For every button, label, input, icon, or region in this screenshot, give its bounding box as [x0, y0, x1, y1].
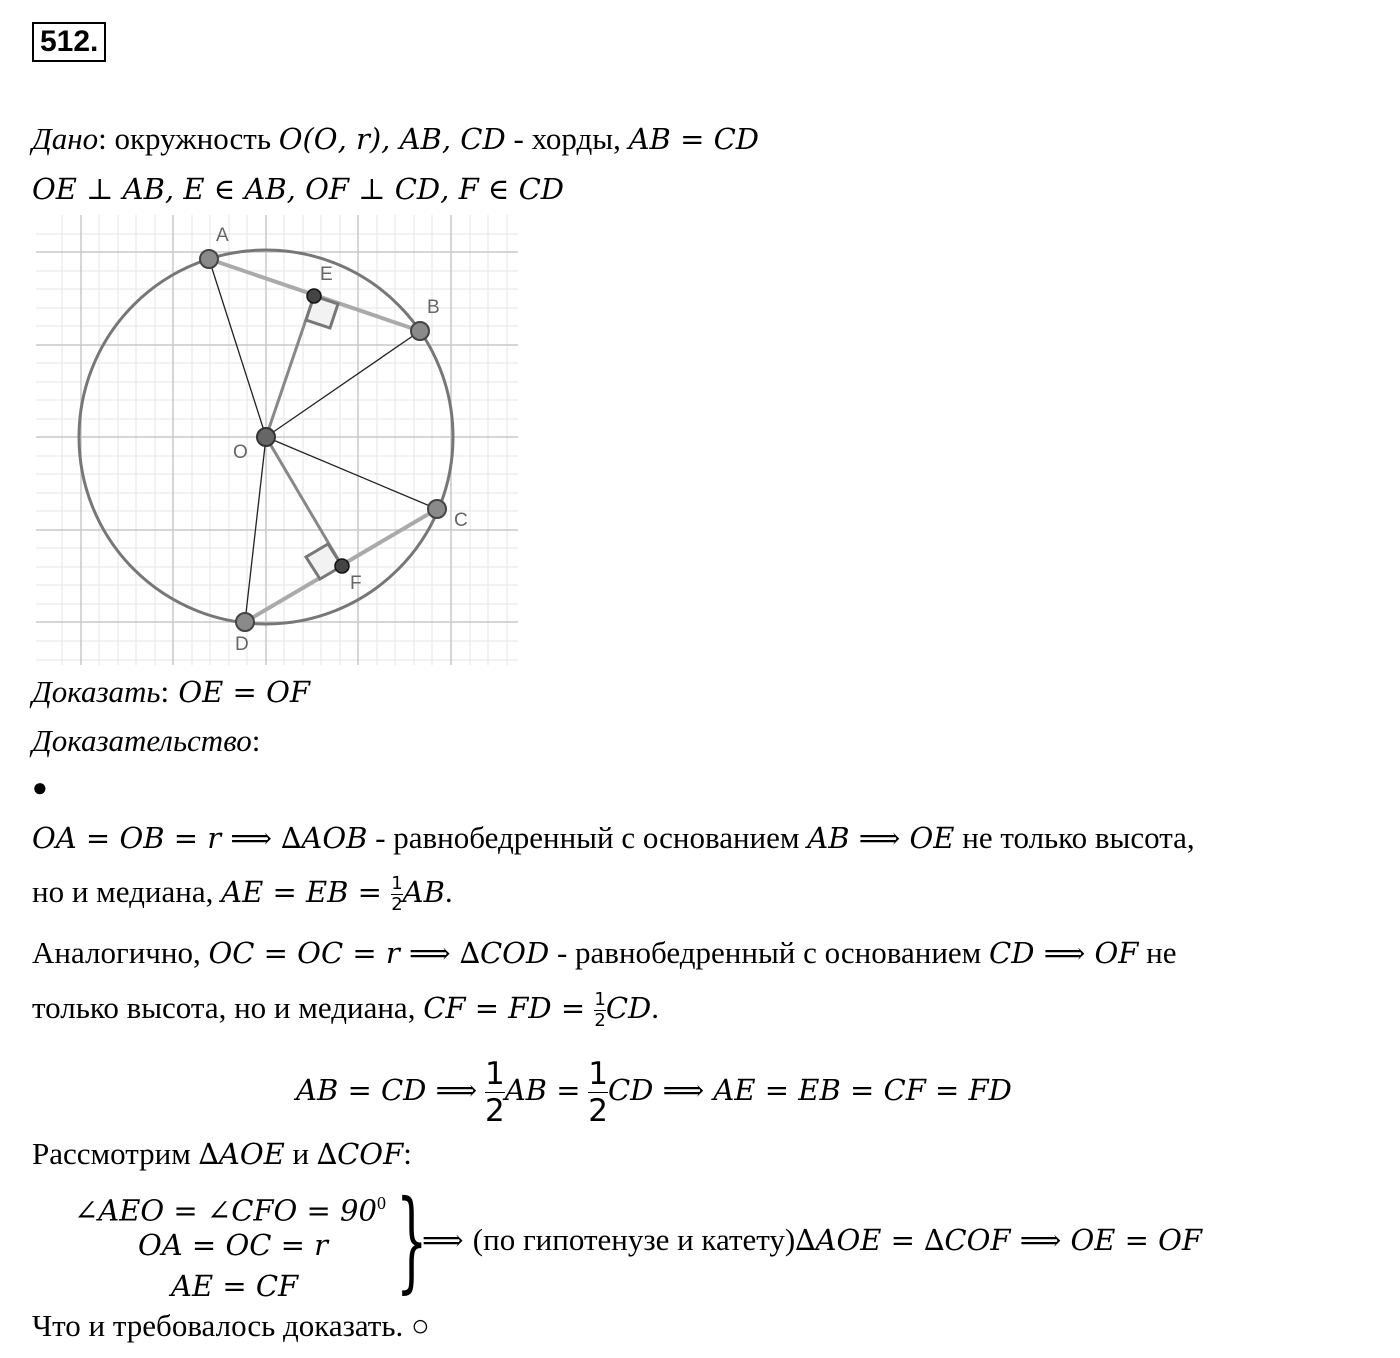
system-line-1: [74, 1184, 386, 1229]
proof-text-3: но и медиана,: [32, 874, 222, 909]
proof-text-2: не только высота,: [954, 820, 1195, 855]
conclusion-math: ∆𝐴𝑂𝐸 = ∆𝐶𝑂𝐹 ⟹ 𝑂𝐸 = 𝑂𝐹: [795, 1223, 1203, 1257]
system-math-2: 𝑂𝐴 = 𝑂𝐶 = 𝑟: [138, 1228, 329, 1262]
equation-fraction-1: [485, 1056, 505, 1129]
conclusion-arrow: ⟹: [422, 1223, 473, 1257]
fraction-numerator: 1: [391, 873, 403, 895]
given-text: окружность: [106, 121, 279, 156]
proof-line-2: [32, 873, 453, 915]
point-b: [411, 322, 429, 340]
consider-and: и: [284, 1136, 317, 1171]
proof-text-1: - равнобедренный с основанием: [367, 820, 808, 855]
equation-fraction-2-den: 2: [588, 1093, 608, 1130]
equation-math-2: 𝐴𝐵 =: [504, 1073, 581, 1107]
proof-line-4: [32, 989, 659, 1031]
conclusion-line: [422, 1221, 1202, 1259]
fraction-half-2: [594, 990, 605, 1031]
point-c: [428, 500, 446, 518]
proof-math-6: 𝐶𝐷 ⟹ 𝑂𝐹: [989, 936, 1139, 970]
equation-fraction-2: [588, 1056, 608, 1129]
qed-line: Что и требовалось доказать. ○: [32, 1308, 430, 1343]
equation-math-3: 𝐶𝐷 ⟹ 𝐴𝐸 = 𝐸𝐵 = 𝐶𝐹 = 𝐹𝐷: [607, 1073, 1012, 1107]
point-f: [335, 559, 349, 573]
proof-colon: :: [251, 723, 261, 758]
given-line-1: [32, 120, 759, 158]
point-o: [257, 428, 275, 446]
equation-fraction-2-num: 1: [588, 1056, 608, 1093]
system-brace: }: [396, 1176, 428, 1304]
prove-line: [32, 673, 310, 711]
point-d: [236, 613, 254, 631]
system-line-3: [171, 1267, 298, 1305]
prove-colon: :: [160, 674, 170, 709]
label-c: C: [454, 510, 468, 531]
consider-colon: :: [403, 1136, 412, 1171]
given-text-2: - хорды,: [505, 121, 629, 156]
proof-text-6: не: [1138, 935, 1177, 970]
given-label: Дано: [32, 121, 99, 156]
consider-line: [32, 1135, 412, 1173]
consider-math-2: ∆𝐶𝑂𝐹: [316, 1137, 404, 1171]
label-d: D: [235, 634, 249, 655]
proof-text-5: - равнобедренный с основанием: [549, 935, 990, 970]
proof-math-1: 𝑂𝐴 = 𝑂𝐵 = 𝑟 ⟹ ∆𝐴𝑂𝐵: [32, 821, 368, 855]
proof-math-3: 𝐴𝐸 = 𝐸𝐵 =: [221, 875, 392, 909]
label-f: F: [350, 573, 362, 594]
prove-label: Доказать: [32, 674, 161, 709]
proof-math-4: 𝐴𝐵: [402, 875, 445, 909]
given-colon: :: [98, 121, 107, 156]
proof-text-4: Аналогично,: [32, 935, 209, 970]
proof-text-7: только высота, но и медиана,: [32, 990, 424, 1025]
given-math-2: 𝐴𝐵 = 𝐶𝐷: [628, 122, 760, 156]
fraction-numerator-2: 1: [594, 989, 606, 1011]
equation-fraction-1-den: 2: [484, 1093, 505, 1130]
proof-math-8: 𝐶𝐷: [605, 991, 652, 1025]
system-line-2: [138, 1226, 328, 1264]
label-e: E: [320, 264, 333, 285]
degree-superscript: 0: [376, 1193, 386, 1213]
system-math-3: 𝐴𝐸 = 𝐶𝐹: [171, 1269, 299, 1303]
proof-line-3: [32, 934, 1177, 972]
label-a: A: [216, 225, 229, 246]
consider-text: Рассмотрим: [32, 1136, 199, 1171]
proof-math-2: 𝐴𝐵 ⟹ 𝑂𝐸: [807, 821, 955, 855]
fraction-half: [391, 874, 402, 915]
given-line-2: [32, 170, 564, 208]
segment-ob: [266, 331, 420, 437]
consider-math-1: ∆𝐴𝑂𝐸: [198, 1137, 285, 1171]
proof-end-2: .: [651, 990, 660, 1025]
bullet: ●: [32, 773, 48, 802]
proof-math-7: 𝐶𝐹 = 𝐹𝐷 =: [423, 991, 595, 1025]
problem-number: 512.: [32, 22, 106, 62]
proof-math-5: 𝑂𝐶 = 𝑂𝐶 = 𝑟 ⟹ ∆𝐶𝑂𝐷: [208, 936, 550, 970]
given-math-1: 𝑂(𝑂, 𝑟), 𝐴𝐵, 𝐶𝐷: [278, 122, 506, 156]
system-math-1: ∠𝐴𝐸𝑂 = ∠𝐶𝐹𝑂 = 90: [74, 1193, 377, 1228]
point-a: [200, 250, 218, 268]
label-b: B: [427, 297, 440, 318]
equation-fraction-1-num: 1: [484, 1056, 505, 1093]
fraction-denominator-2: 2: [594, 1010, 606, 1032]
segment-oa: [209, 259, 266, 437]
geometry-figure: [36, 215, 518, 665]
proof-heading: [32, 722, 260, 760]
conclusion-text: (по гипотенузе и катету): [472, 1222, 796, 1257]
proof-label: Доказательство: [32, 723, 252, 758]
point-e: [307, 289, 321, 303]
equation-math-1: 𝐴𝐵 = 𝐶𝐷 ⟹: [296, 1073, 478, 1107]
proof-line-1: [32, 819, 1195, 857]
equation-line: [296, 1050, 1012, 1130]
fraction-denominator: 2: [391, 894, 403, 916]
proof-end-1: .: [444, 874, 453, 909]
given-math-3: 𝑂𝐸 ⊥ 𝐴𝐵, 𝐸 ∈ 𝐴𝐵, 𝑂𝐹 ⊥ 𝐶𝐷, 𝐹 ∈ 𝐶𝐷: [32, 172, 565, 206]
prove-math: 𝑂𝐸 = 𝑂𝐹: [169, 675, 310, 709]
segment-oc: [266, 437, 437, 509]
label-o: O: [233, 442, 248, 463]
